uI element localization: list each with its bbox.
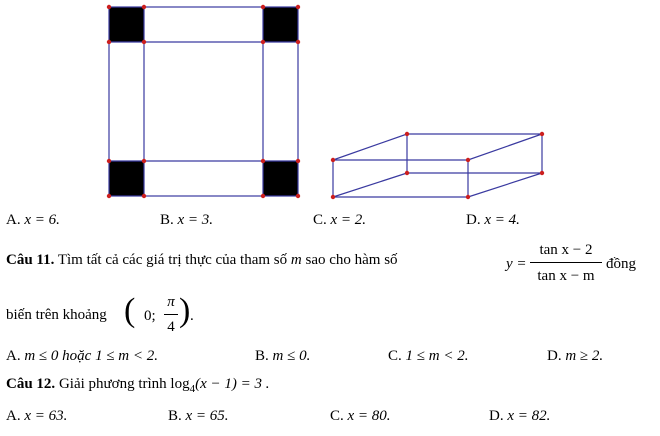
- q11-stem-line2: biến trên khoảng: [6, 307, 107, 323]
- interval-right-fraction: π 4: [164, 294, 178, 338]
- q12-option-c[interactable]: C. x = 80.: [330, 408, 391, 424]
- q12-option-b[interactable]: B. x = 65.: [168, 408, 229, 424]
- interval-left-value: 0;: [144, 308, 156, 324]
- q10-option-b[interactable]: B. x = 3.: [160, 212, 214, 228]
- q11-stem-line1: Câu 11. Tìm tất cả các giá trị thực của tham số m sao cho hàm số: [6, 252, 398, 268]
- corner-square-top-right: [263, 7, 298, 42]
- q12-option-d[interactable]: D. x = 82.: [489, 408, 551, 424]
- q12-option-a[interactable]: A. x = 63.: [6, 408, 68, 424]
- interval-period: .: [190, 308, 194, 324]
- q11-option-c[interactable]: C. 1 ≤ m < 2.: [388, 348, 469, 364]
- box-vertices: [331, 132, 544, 199]
- q12-stem: Câu 12. Giải phương trình $\log_4(x - 1) = 3$ .: [6, 376, 270, 395]
- corner-square-top-left: [109, 7, 144, 42]
- interval-right-paren: ): [179, 292, 191, 329]
- q12-equation: $\log_4(x - 1) = 3$ .: [170, 376, 270, 395]
- square-sheet-figure: [107, 5, 300, 198]
- open-box-figure: [331, 132, 544, 199]
- q10-option-c[interactable]: C. x = 2.: [313, 212, 367, 228]
- q10-option-a[interactable]: A. x = 6.: [6, 212, 60, 228]
- q11-function-fraction: tan x − 2 tan x − m: [530, 242, 602, 286]
- interval-left-paren: (: [124, 292, 136, 329]
- q11-number: Câu 11.: [6, 252, 55, 268]
- q11-option-a[interactable]: A. m ≤ 0 hoặc 1 ≤ m < 2.: [6, 348, 159, 364]
- q10-option-d[interactable]: D. x = 4.: [466, 212, 520, 228]
- corner-square-bottom-left: [109, 161, 144, 196]
- q12-number: Câu 12.: [6, 376, 56, 392]
- geometry-figure: [0, 0, 660, 205]
- q11-option-d[interactable]: D. m ≥ 2.: [547, 348, 604, 364]
- q11-option-b[interactable]: B. m ≤ 0.: [255, 348, 311, 364]
- q11-function-lhs: y =: [506, 256, 527, 272]
- q11-stem-end: đồng: [606, 256, 636, 272]
- corner-square-bottom-right: [263, 161, 298, 196]
